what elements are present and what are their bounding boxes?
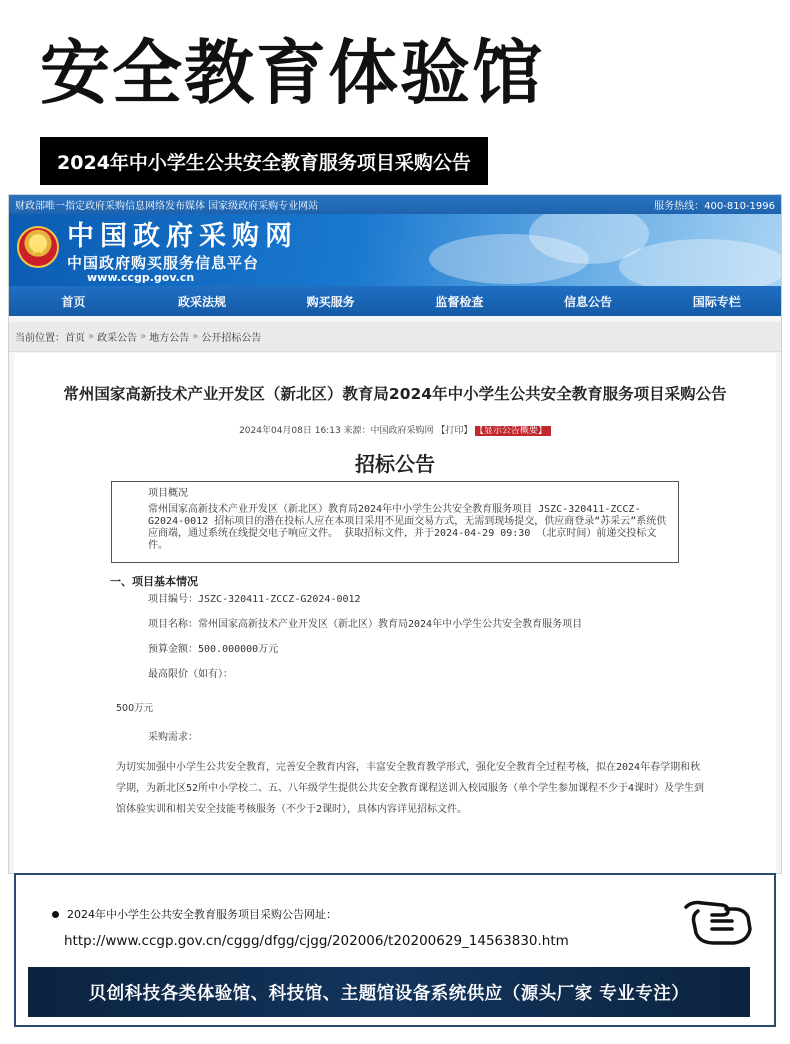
budget-amount: 预算金额：500.000000万元 bbox=[148, 644, 279, 655]
section-heading: 一、项目基本情况 bbox=[110, 575, 198, 588]
article-title: 常州国家高新技术产业开发区（新北区）教育局2024年中小学生公共安全教育服务项目采购公告 bbox=[63, 385, 727, 403]
need-text: 为切实加强中小学生公共安全教育，完善安全教育内容，丰富安全教育教学形式，强化安全教育全过程考核，拟在2024年春学期和秋学期，为新北区52所中小学校二、五、八年级学生提供公共安全教育课程送训入校园服务（单个学生参加课程不少于4课时）及学生到馆体验实训和相关安全技能考核服务（不少于2课时），具体内容详见招标文件。 bbox=[116, 762, 705, 815]
hotline: 服务热线：400-810-1996 bbox=[654, 201, 775, 212]
site-banner bbox=[9, 214, 781, 286]
project-number: 项目编号：JSZC-320411-ZCCZ-G2024-0012 bbox=[148, 594, 361, 605]
site-slogan: 财政部唯一指定政府采购信息网络发布媒体 国家级政府采购专业网站 bbox=[15, 201, 319, 212]
nav-item-regulations[interactable]: 政采法规 bbox=[178, 294, 227, 309]
announcement-url-link[interactable]: http://www.ccgp.gov.cn/cggg/dfgg/cjgg/202006/t20200629_14563830.htm bbox=[64, 933, 569, 949]
national-emblem-icon: ★ bbox=[17, 226, 59, 268]
overview-text: 常州国家高新技术产业开发区（新北区）教育局2024年中小学生公共安全教育服务项目 JSZC-320411-ZCCZ-G2024-0012 招标项目的潜在投标人应在本项目采用不见面交易方式，无需到现场提交，供应商登录“苏采云”系统供应商端，通过系统在线提交电子响应文件。 获取招标文件，并于2024-04-29 09:30 （北京时间）前递交投标文件。 bbox=[148, 504, 667, 551]
nav-item-announcements[interactable]: 信息公告 bbox=[564, 294, 613, 309]
article-date-source: 2024年04月08日 16:13 来源：中国政府采购网 【打印】 bbox=[239, 426, 473, 436]
info-label: 2024年中小学生公共安全教育服务项目采购公告网址： bbox=[67, 908, 337, 921]
breadcrumb-open-tender[interactable]: 公开招标公告 bbox=[201, 333, 262, 344]
site-brand-url: www.ccgp.gov.cn bbox=[87, 271, 195, 284]
overview-label: 项目概况 bbox=[148, 488, 188, 499]
site-nav bbox=[9, 286, 781, 316]
show-summary-button[interactable]: 【显示公告概要】 bbox=[475, 426, 551, 436]
need-label: 采购需求： bbox=[148, 732, 198, 743]
subtitle-bar: 2024年中小学生公共安全教育服务项目采购公告 bbox=[40, 137, 488, 185]
promo-banner: 贝创科技各类体验馆、科技馆、主题馆设备系统供应（源头厂家 专业专注） bbox=[28, 967, 750, 1017]
nav-item-home[interactable]: 首页 bbox=[61, 294, 86, 309]
info-label-row bbox=[52, 906, 337, 922]
nav-item-supervision[interactable]: 监督检查 bbox=[435, 294, 484, 309]
breadcrumb-local[interactable]: 地方公告 bbox=[149, 333, 190, 344]
pointing-hand-icon bbox=[678, 893, 758, 949]
site-brand-subtitle: 中国政府购买服务信息平台 bbox=[67, 254, 260, 272]
article-meta bbox=[24, 423, 766, 436]
max-price-label: 最高限价（如有）： bbox=[148, 669, 233, 680]
bullet-icon bbox=[52, 911, 59, 918]
max-price-value: 500万元 bbox=[116, 703, 154, 714]
breadcrumb-home[interactable]: 首页 bbox=[65, 333, 85, 344]
embedded-website-screenshot bbox=[8, 194, 782, 874]
project-overview-box bbox=[111, 481, 679, 563]
site-top-strip bbox=[9, 195, 781, 214]
project-name: 项目名称：常州国家高新技术产业开发区（新北区）教育局2024年中小学生公共安全教育服务项目 bbox=[148, 619, 583, 630]
breadcrumb: 当前位置： 首页 » 政采公告 » 地方公告 » 公开招标公告 bbox=[9, 322, 781, 352]
nav-item-purchase-services[interactable]: 购买服务 bbox=[306, 294, 355, 309]
site-brand-name[interactable]: 中国政府采购网 bbox=[67, 221, 298, 252]
page-title: 安全教育体验馆 bbox=[40, 32, 544, 114]
notice-title: 招标公告 bbox=[355, 452, 435, 476]
article-body bbox=[14, 353, 776, 874]
nav-item-international[interactable]: 国际专栏 bbox=[692, 294, 741, 309]
breadcrumb-label: 当前位置： bbox=[15, 333, 65, 344]
info-panel bbox=[14, 873, 776, 1027]
breadcrumb-procurement[interactable]: 政采公告 bbox=[97, 333, 138, 344]
